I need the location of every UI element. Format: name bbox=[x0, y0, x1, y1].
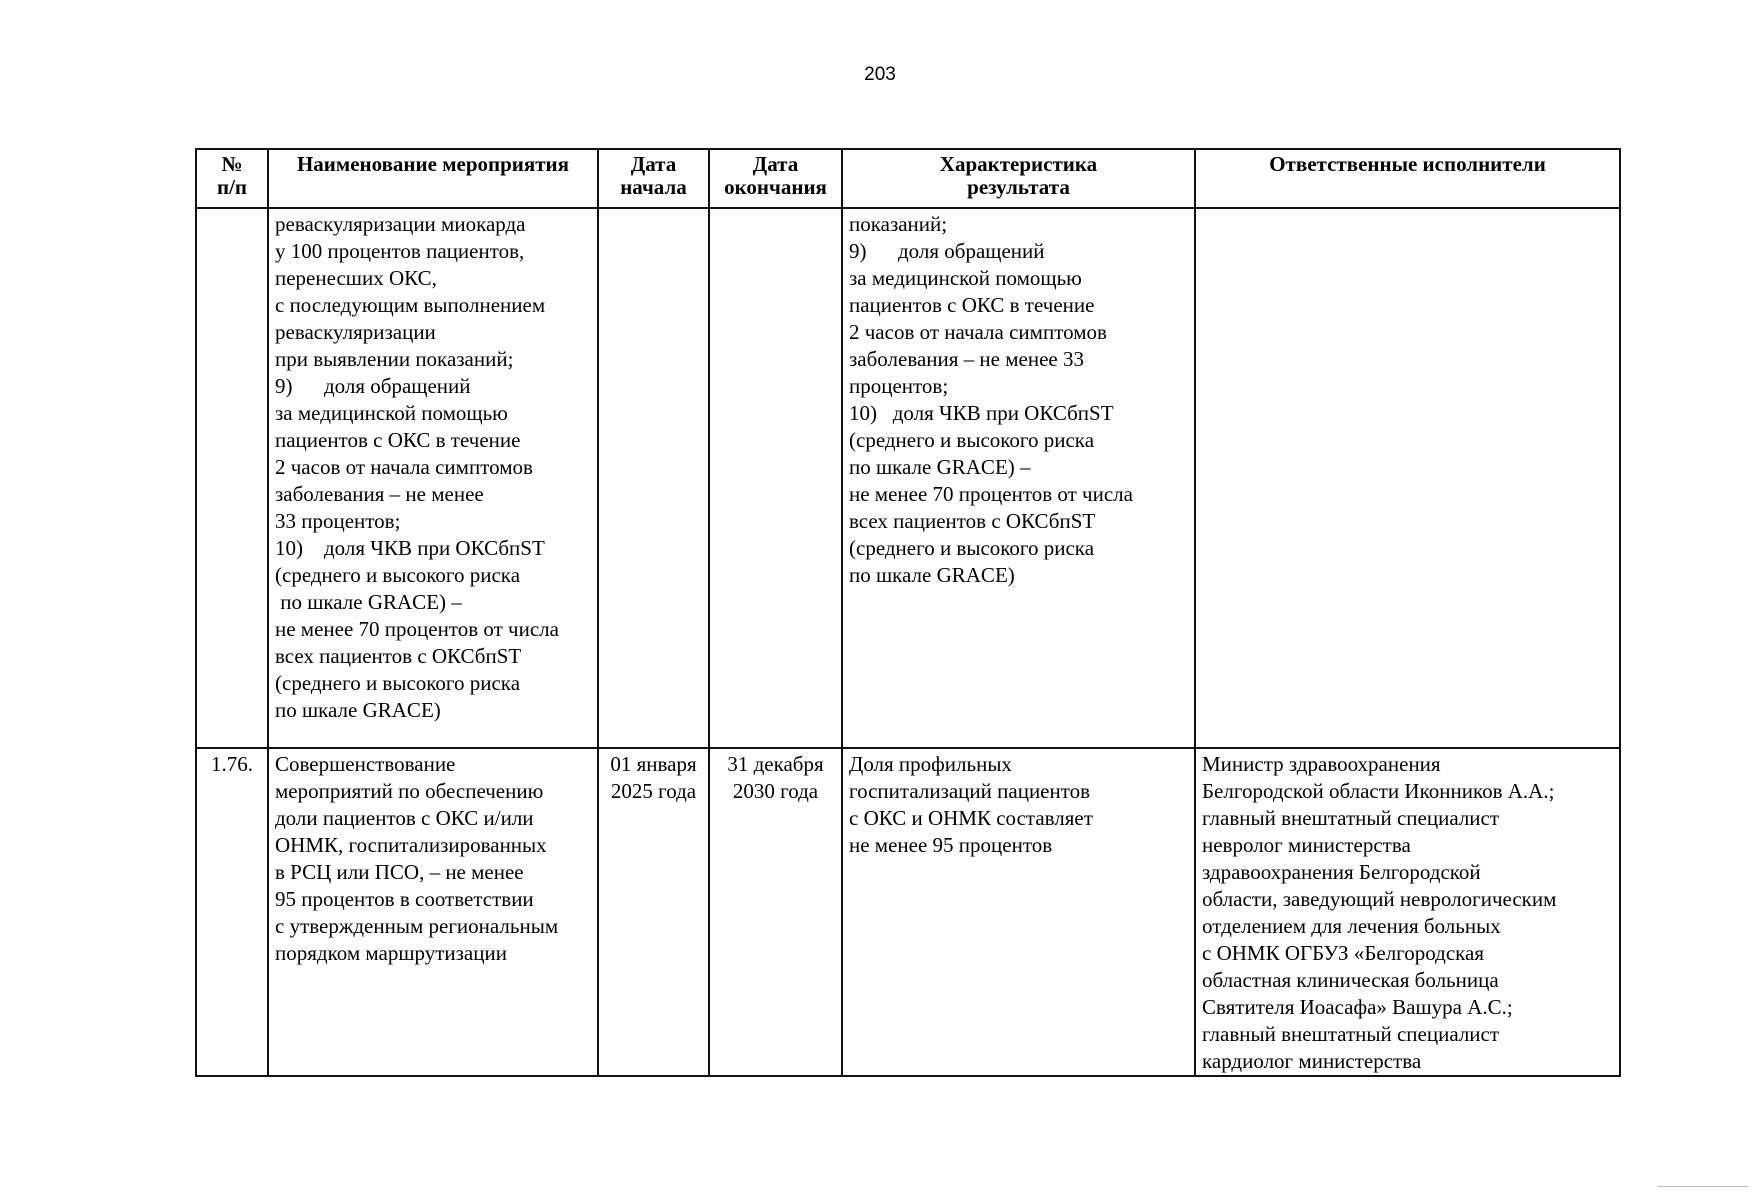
cell-text-line: Совершенствование bbox=[275, 752, 456, 776]
cell-text-line: 01 января bbox=[610, 752, 697, 776]
cell-start-date bbox=[598, 208, 709, 748]
cell-text-line: главный внештатный специалист bbox=[1202, 806, 1500, 830]
header-text: окончания bbox=[724, 175, 827, 199]
header-result bbox=[842, 149, 1195, 208]
cell-text-line: пациентов с ОКС в течение bbox=[275, 428, 521, 452]
cell-text-line: 2025 года bbox=[610, 779, 697, 803]
cell-text-line: 31 декабря bbox=[727, 752, 824, 776]
table-header-row bbox=[196, 149, 1620, 208]
cell-text-line: перенесших ОКС, bbox=[275, 266, 437, 290]
cell-text-line: заболевания – не менее bbox=[275, 482, 484, 506]
cell-text-line: кардиолог министерства bbox=[1202, 1049, 1422, 1073]
cell-result bbox=[842, 208, 1195, 748]
cell-text-line: (среднего и высокого риска bbox=[275, 563, 521, 587]
cell-text-line: 33 процентов; bbox=[275, 509, 401, 533]
header-text: № bbox=[221, 152, 243, 176]
cell-end-date bbox=[709, 748, 842, 1076]
cell-text-line: всех пациентов с ОКСбпST bbox=[275, 644, 522, 668]
cell-name bbox=[268, 208, 598, 748]
cell-text-line: 10) доля ЧКВ при ОКСбпST bbox=[275, 536, 545, 560]
header-text: Дата bbox=[630, 152, 677, 176]
cell-text-line: Святителя Иоасафа» Вашура А.С.; bbox=[1202, 995, 1513, 1019]
cell-text-line: Белгородской области Иконников А.А.; bbox=[1202, 779, 1555, 803]
header-text: Наименование мероприятия bbox=[296, 152, 570, 176]
cell-text-line: Министр здравоохранения bbox=[1202, 752, 1441, 776]
cell-end-date bbox=[709, 208, 842, 748]
cell-text-line: всех пациентов с ОКСбпST bbox=[849, 509, 1096, 533]
cell-text-line: не менее 70 процентов от числа bbox=[275, 617, 559, 641]
cell-text-line: 95 процентов в соответствии bbox=[275, 887, 534, 911]
cell-text-line: (среднего и высокого риска bbox=[849, 428, 1095, 452]
cell-text-line: с утвержденным региональным bbox=[275, 914, 559, 938]
cell-text-line: с последующим выполнением bbox=[275, 293, 546, 317]
header-responsible bbox=[1195, 149, 1620, 208]
header-start-date bbox=[598, 149, 709, 208]
page-number: 203 bbox=[864, 64, 896, 85]
cell-text-line: по шкале GRACE) – bbox=[849, 455, 1031, 479]
cell-text-line: по шкале GRACE) bbox=[275, 698, 441, 722]
header-num bbox=[196, 149, 268, 208]
cell-text-line: 9) доля обращений bbox=[275, 374, 471, 398]
cell-text-line: госпитализаций пациентов bbox=[849, 779, 1091, 803]
cell-text-line: у 100 процентов пациентов, bbox=[275, 239, 525, 263]
cell-responsible bbox=[1195, 748, 1620, 1076]
header-text: результата bbox=[967, 175, 1070, 199]
cell-text-line: реваскуляризации миокарда bbox=[275, 212, 526, 236]
header-text: начала bbox=[620, 175, 687, 199]
cell-responsible bbox=[1195, 208, 1620, 748]
cell-text-line: главный внештатный специалист bbox=[1202, 1022, 1500, 1046]
cell-text-line: не менее 70 процентов от числа bbox=[849, 482, 1133, 506]
activities-table bbox=[195, 148, 1621, 1077]
cell-text-line: с ОНМК ОГБУЗ «Белгородская bbox=[1202, 941, 1485, 965]
cell-text-line: доли пациентов с ОКС и/или bbox=[275, 806, 534, 830]
cell-text-line: по шкале GRACE) bbox=[849, 563, 1015, 587]
cell-text-line: порядком маршрутизации bbox=[275, 941, 507, 965]
header-end-date bbox=[709, 149, 842, 208]
cell-text-line: показаний; bbox=[849, 212, 948, 236]
table-row bbox=[196, 208, 1620, 748]
cell-num bbox=[196, 208, 268, 748]
table-row bbox=[196, 748, 1620, 1076]
cell-text-line: 10) доля ЧКВ при ОКСбпST bbox=[849, 401, 1114, 425]
cell-text-line: ОНМК, госпитализированных bbox=[275, 833, 547, 857]
header-text: Ответственные исполнители bbox=[1269, 152, 1546, 176]
cell-text-line: отделением для лечения больных bbox=[1202, 914, 1501, 938]
cell-text-line: Доля профильных bbox=[849, 752, 1012, 776]
cell-text-line: по шкале GRACE) – bbox=[275, 590, 462, 614]
cell-text-line: в РСЦ или ПСО, – не менее bbox=[275, 860, 524, 884]
cell-text-line: (среднего и высокого риска bbox=[849, 536, 1095, 560]
cell-text-line: 9) доля обращений bbox=[849, 239, 1045, 263]
cell-text-line: 2030 года bbox=[732, 779, 819, 803]
cell-num: 1.76. bbox=[196, 748, 268, 1076]
header-text: Характеристика bbox=[939, 152, 1098, 176]
cell-text-line: процентов; bbox=[849, 374, 949, 398]
cell-text-line: здравоохранения Белгородской bbox=[1202, 860, 1481, 884]
header-text: Дата bbox=[752, 152, 799, 176]
scan-artifact-line bbox=[1658, 1186, 1748, 1187]
cell-text-line: 2 часов от начала симптомов bbox=[275, 455, 533, 479]
cell-text-line: (среднего и высокого риска bbox=[275, 671, 521, 695]
cell-name bbox=[268, 748, 598, 1076]
cell-text-line: не менее 95 процентов bbox=[849, 833, 1053, 857]
header-text: п/п bbox=[216, 175, 248, 199]
cell-text-line: областная клиническая больница bbox=[1202, 968, 1499, 992]
cell-result bbox=[842, 748, 1195, 1076]
cell-text-line: мероприятий по обеспечению bbox=[275, 779, 544, 803]
cell-text-line: за медицинской помощью bbox=[849, 266, 1082, 290]
header-name bbox=[268, 149, 598, 208]
cell-text-line: с ОКС и ОНМК составляет bbox=[849, 806, 1093, 830]
cell-text-line: пациентов с ОКС в течение bbox=[849, 293, 1095, 317]
cell-text-line: области, заведующий неврологическим bbox=[1202, 887, 1557, 911]
cell-text-line: при выявлении показаний; bbox=[275, 347, 514, 371]
cell-text-line: невролог министерства bbox=[1202, 833, 1411, 857]
cell-start-date bbox=[598, 748, 709, 1076]
cell-text-line: заболевания – не менее 33 bbox=[849, 347, 1084, 371]
cell-text-line: за медицинской помощью bbox=[275, 401, 508, 425]
cell-text-line: реваскуляризации bbox=[275, 320, 436, 344]
cell-text-line: 2 часов от начала симптомов bbox=[849, 320, 1107, 344]
